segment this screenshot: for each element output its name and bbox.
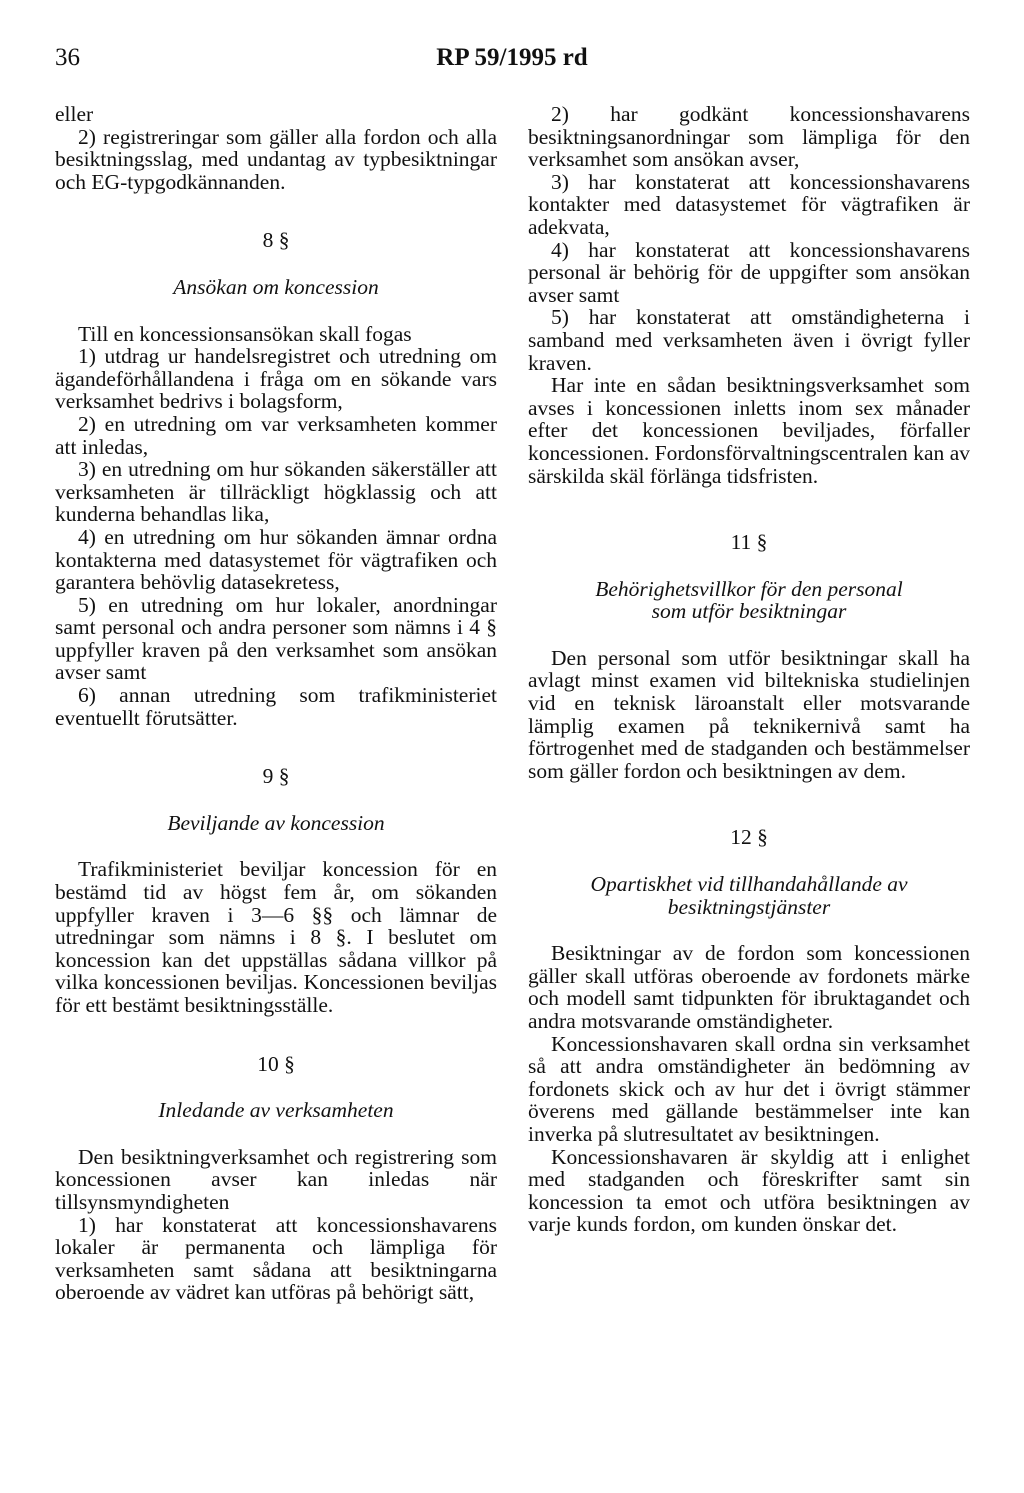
section-10-paragraph-1: Den besiktningverksamhet och registrering som koncessionen avser kan inledas när tillsynsmyndigheten bbox=[55, 1144, 497, 1214]
section-8-item-4: 4) en utredning om hur sökanden ämnar ordna kontakterna med datasystemet för vägtrafiken och garantera behövlig datasekretess, bbox=[55, 524, 497, 595]
section-12-paragraph-3: Koncessionshavaren är skyldig att i enlighet med stadganden och föreskrifter samt sin koncession ta emot och utföra besiktningen av varje kunds fordon, om kunden önskar det. bbox=[528, 1144, 970, 1237]
section-8-item-1: 1) utdrag ur handelsregistret och utredning om ägandeförhållandena i fråga om en sökande vars verksamhet bedrivs i bolagsform, bbox=[55, 344, 497, 414]
section-10-item-1: 1) har konstaterat att koncessionshavarens lokaler är permanenta och lämpliga för verksamheten samt sådana att besiktningarna oberoende av vädret kan utföras på behörigt sätt, bbox=[55, 1212, 497, 1305]
section-11-title-line-1: Behörighetsvillkor för den personal bbox=[595, 576, 903, 601]
section-8-item-5: 5) en utredning om hur lokaler, anordningar samt personal och andra personer som nämns i 4 § uppfyller kraven på den verksamhet som ansökan avser samt bbox=[55, 592, 497, 685]
page-header bbox=[0, 44, 1024, 76]
running-title: RP 59/1995 rd bbox=[436, 44, 588, 71]
section-12-title-line-1: Opartiskhet vid tillhandahållande av bbox=[590, 872, 908, 897]
section-9-number: 9 § bbox=[262, 764, 290, 789]
section-10-paragraph-2: Har inte en sådan besiktningsverksamhet som avses i koncessionen inletts inom sex månader efter det koncessionen beviljades, förfaller koncessionen. Fordonsförvaltningscentralen kan av särskilda skäl förlänga tidsfristen. bbox=[528, 373, 970, 488]
section-8-item-6: 6) annan utredning som trafikministeriet eventuellt förutsätter. bbox=[55, 683, 497, 730]
paragraph-registreringar: 2) registreringar som gäller alla fordon och alla besiktningsslag, med undantag av typbesiktningar och EG-typgodkännanden. bbox=[55, 124, 497, 194]
section-9-title: Beviljande av koncession bbox=[167, 810, 385, 835]
section-9-paragraph: Trafikministeriet beviljar koncession för en bestämd tid av högst fem år, om sökanden uppfyller kraven i 3—6 §§ och lämnar de utredningar som nämns i 8 §. I beslutet om koncession kan det uppställas sådana villkor på vilka koncessionen beviljas. Koncessionen beviljas för ett bestämt besiktningsställe. bbox=[55, 857, 497, 1017]
right-column bbox=[528, 103, 970, 1236]
section-12-title-line-2: besiktningstjänster bbox=[667, 894, 831, 919]
section-8-intro: Till en koncessionsansökan skall fogas bbox=[78, 321, 412, 346]
section-8-item-2: 2) en utredning om var verksamheten kommer att inledas, bbox=[55, 411, 497, 459]
section-10-number: 10 § bbox=[257, 1051, 295, 1076]
section-10-title: Inledande av verksamheten bbox=[158, 1098, 394, 1123]
section-10-item-4: 4) har konstaterat att koncessionshavarens personal är behörig för de uppgifter som ansökan avser samt bbox=[528, 237, 970, 307]
section-11-title-line-2: som utför besiktningar bbox=[651, 599, 847, 624]
section-12-number: 12 § bbox=[730, 825, 768, 850]
section-10-item-3: 3) har konstaterat att koncessionshavarens kontakter med datasystemet för vägtrafiken är adekvata, bbox=[528, 169, 970, 239]
section-8-title: Ansökan om koncession bbox=[173, 274, 379, 299]
section-8-item-3: 3) en utredning om hur sökanden säkerställer att verksamheten är tillräckligt högklassig och att kunderna behandlas lika, bbox=[55, 457, 497, 527]
section-10-item-5: 5) har konstaterat att omständigheterna i samband med verksamheten även i övrigt fyller kraven. bbox=[528, 305, 970, 375]
section-12-paragraph-1: Besiktningar av de fordon som koncessionen gäller skall utföras oberoende av fordonets märke och modell samt tidpunkten för ibruktagandet och andra motsvarande omständigheter. bbox=[528, 941, 970, 1033]
section-8-number: 8 § bbox=[262, 228, 290, 253]
section-11-paragraph: Den personal som utför besiktningar skall ha avlagt minst examen vid biltekniska studielinjen vid en teknisk läroanstalt eller motsvarande lämplig examen på teknikernivå samt ha förtrogenhet med de stadganden och bestämmelser som gäller fordon och besiktningen av dem. bbox=[528, 645, 970, 783]
section-10-item-2: 2) har godkänt koncessionshavarens besiktningsanordningar som lämpliga för den verksamhet som ansökan avser, bbox=[528, 102, 970, 172]
section-11-number: 11 § bbox=[730, 530, 768, 555]
page-number: 36 bbox=[55, 44, 80, 71]
paragraph-eller: eller bbox=[55, 102, 94, 126]
section-12-paragraph-2: Koncessionshavaren skall ordna sin verksamhet så att andra omständigheter än bedömning av fordonets skick och av hur det i övrigt stämmer överens med gällande bestämmelser inte kan inverka på slutresultatet av besiktningen. bbox=[528, 1031, 970, 1146]
left-column bbox=[55, 103, 497, 1304]
